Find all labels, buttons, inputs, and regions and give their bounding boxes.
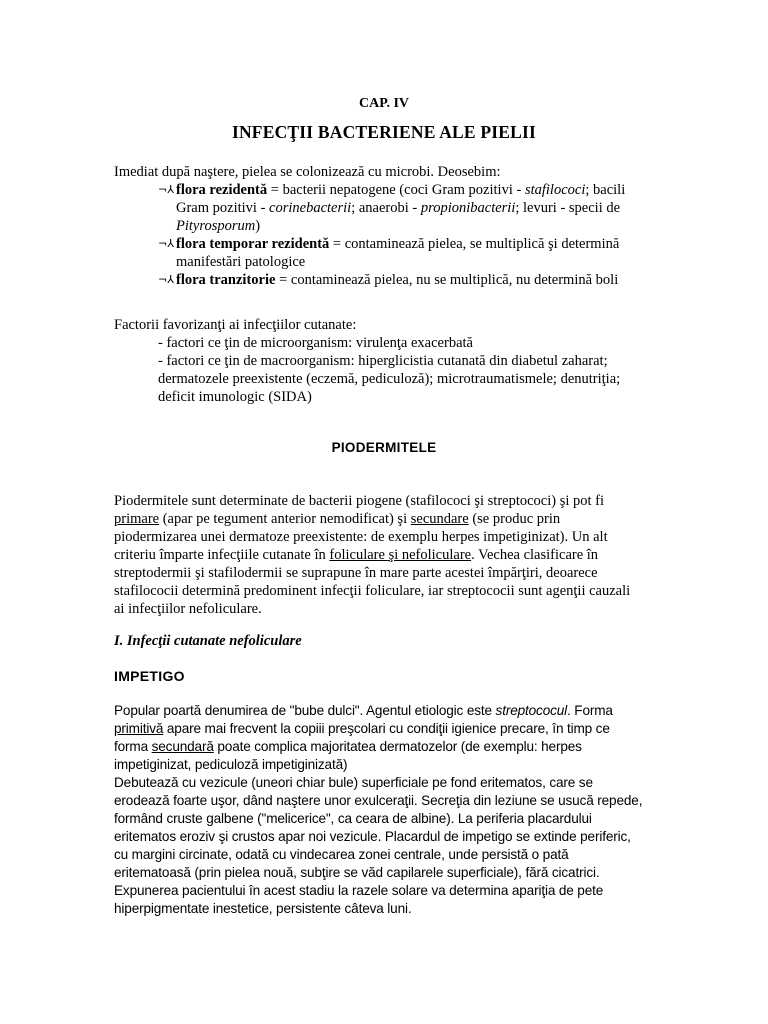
- factor-micro: - factori ce ţin de microorganism: virulenţa exacerbată: [158, 335, 473, 351]
- factors-intro: Factorii favorizanţi ai infecţiilor cutanate:: [114, 317, 357, 333]
- intro-paragraph: Imediat după naştere, pielea se colonizează cu microbi. Deosebim:: [114, 164, 501, 180]
- bullet-symbol: ¬⅄: [158, 273, 174, 286]
- chapter-label: CAP. IV: [358, 96, 410, 111]
- chapter-title: INFECŢII BACTERIENE ALE PIELII: [231, 122, 537, 142]
- bullet-symbol: ¬⅄: [158, 237, 174, 250]
- impetigo-title: IMPETIGO: [114, 668, 185, 684]
- bullet-text: flora tranzitorie = contaminează pielea, nu se multiplică, nu determină boli: [176, 272, 619, 288]
- bullet-resident-flora: [158, 181, 644, 235]
- bullet-transient-flora: [158, 271, 644, 289]
- factor-macro: - factori ce ţin de macroorganism: hiperglicistia cutanată din diabetul zaharat; dermatozele preexistente (eczemă, pediculoză); microtraumatismele; denutriţia; deficit imunologic (SIDA): [158, 353, 621, 405]
- bullet-symbol: ¬⅄: [158, 183, 174, 196]
- impetigo-paragraph-2: Debutează cu vezicule (uneori chiar bule) superficiale pe fond eritematos, care se erodează foarte uşor, dând naştere unor exulceraţii. Secreţia din leziune se usucă repede, formând cruste galbene ("melicerice", ca ceara de albine). La periferia placardului eritematos eroziv şi crustos apar noi vezicule. Placardul de impetigo se extinde periferic, cu margini circinate, odată cu vindecarea zonei centrale, unde persistă o pată eritematoasă (prin pielea nouă, subţire se văd capilarele superficiale), fără cicatrici. Expunerea pacientului în acest stadiu la razele solare va determina apariţia de pete hiperpigmentate inestetice, persistente câteva luni.: [114, 775, 643, 916]
- impetigo-paragraph-1: Popular poartă denumirea de "bube dulci". Agentul etiologic este streptococul. Forma primitivă apare mai frecvent la copiii preşcolari cu condiţii igienice precare, în timp ce forma secundară poate complica majoritatea dermatozelor (de exemplu: herpes impetiginizat, pediculoză impetiginizată): [114, 703, 613, 772]
- bullet-text: flora temporar rezidentă = contaminează pielea, se multiplică şi determină manifestări patologice: [176, 236, 620, 270]
- piodermite-paragraph: Piodermitele sunt determinate de bacterii piogene (stafilococi şi streptococi) şi pot fi primare (apar pe tegument anterior nemodificat) şi secundare (se produc prin piodermizarea unei dermatoze preexistente: de exemplu herpes impetiginizat). Un alt criteriu împarte infecţiile cutanate în foliculare şi nefoliculare. Vechea clasificare în streptodermii şi stafilodermii se suprapune în mare parte acestei împărţiri, deoarece stafilococii determină predominent infecţii foliculare, iar streptococii sunt agenţii cauzali ai infecţiilor nefoliculare.: [114, 493, 631, 617]
- bullet-temporary-flora: [158, 235, 644, 271]
- section-title: PIODERMITELE: [331, 440, 437, 455]
- subsection-title: I. Infecţii cutanate nefoliculare: [114, 633, 302, 649]
- bullet-text: flora rezidentă = bacterii nepatogene (coci Gram pozitivi - stafilococi; bacili Gram pozitivi - corinebacterii; anaerobi - propionibacterii; levuri - specii de Pityrosporum): [176, 182, 626, 234]
